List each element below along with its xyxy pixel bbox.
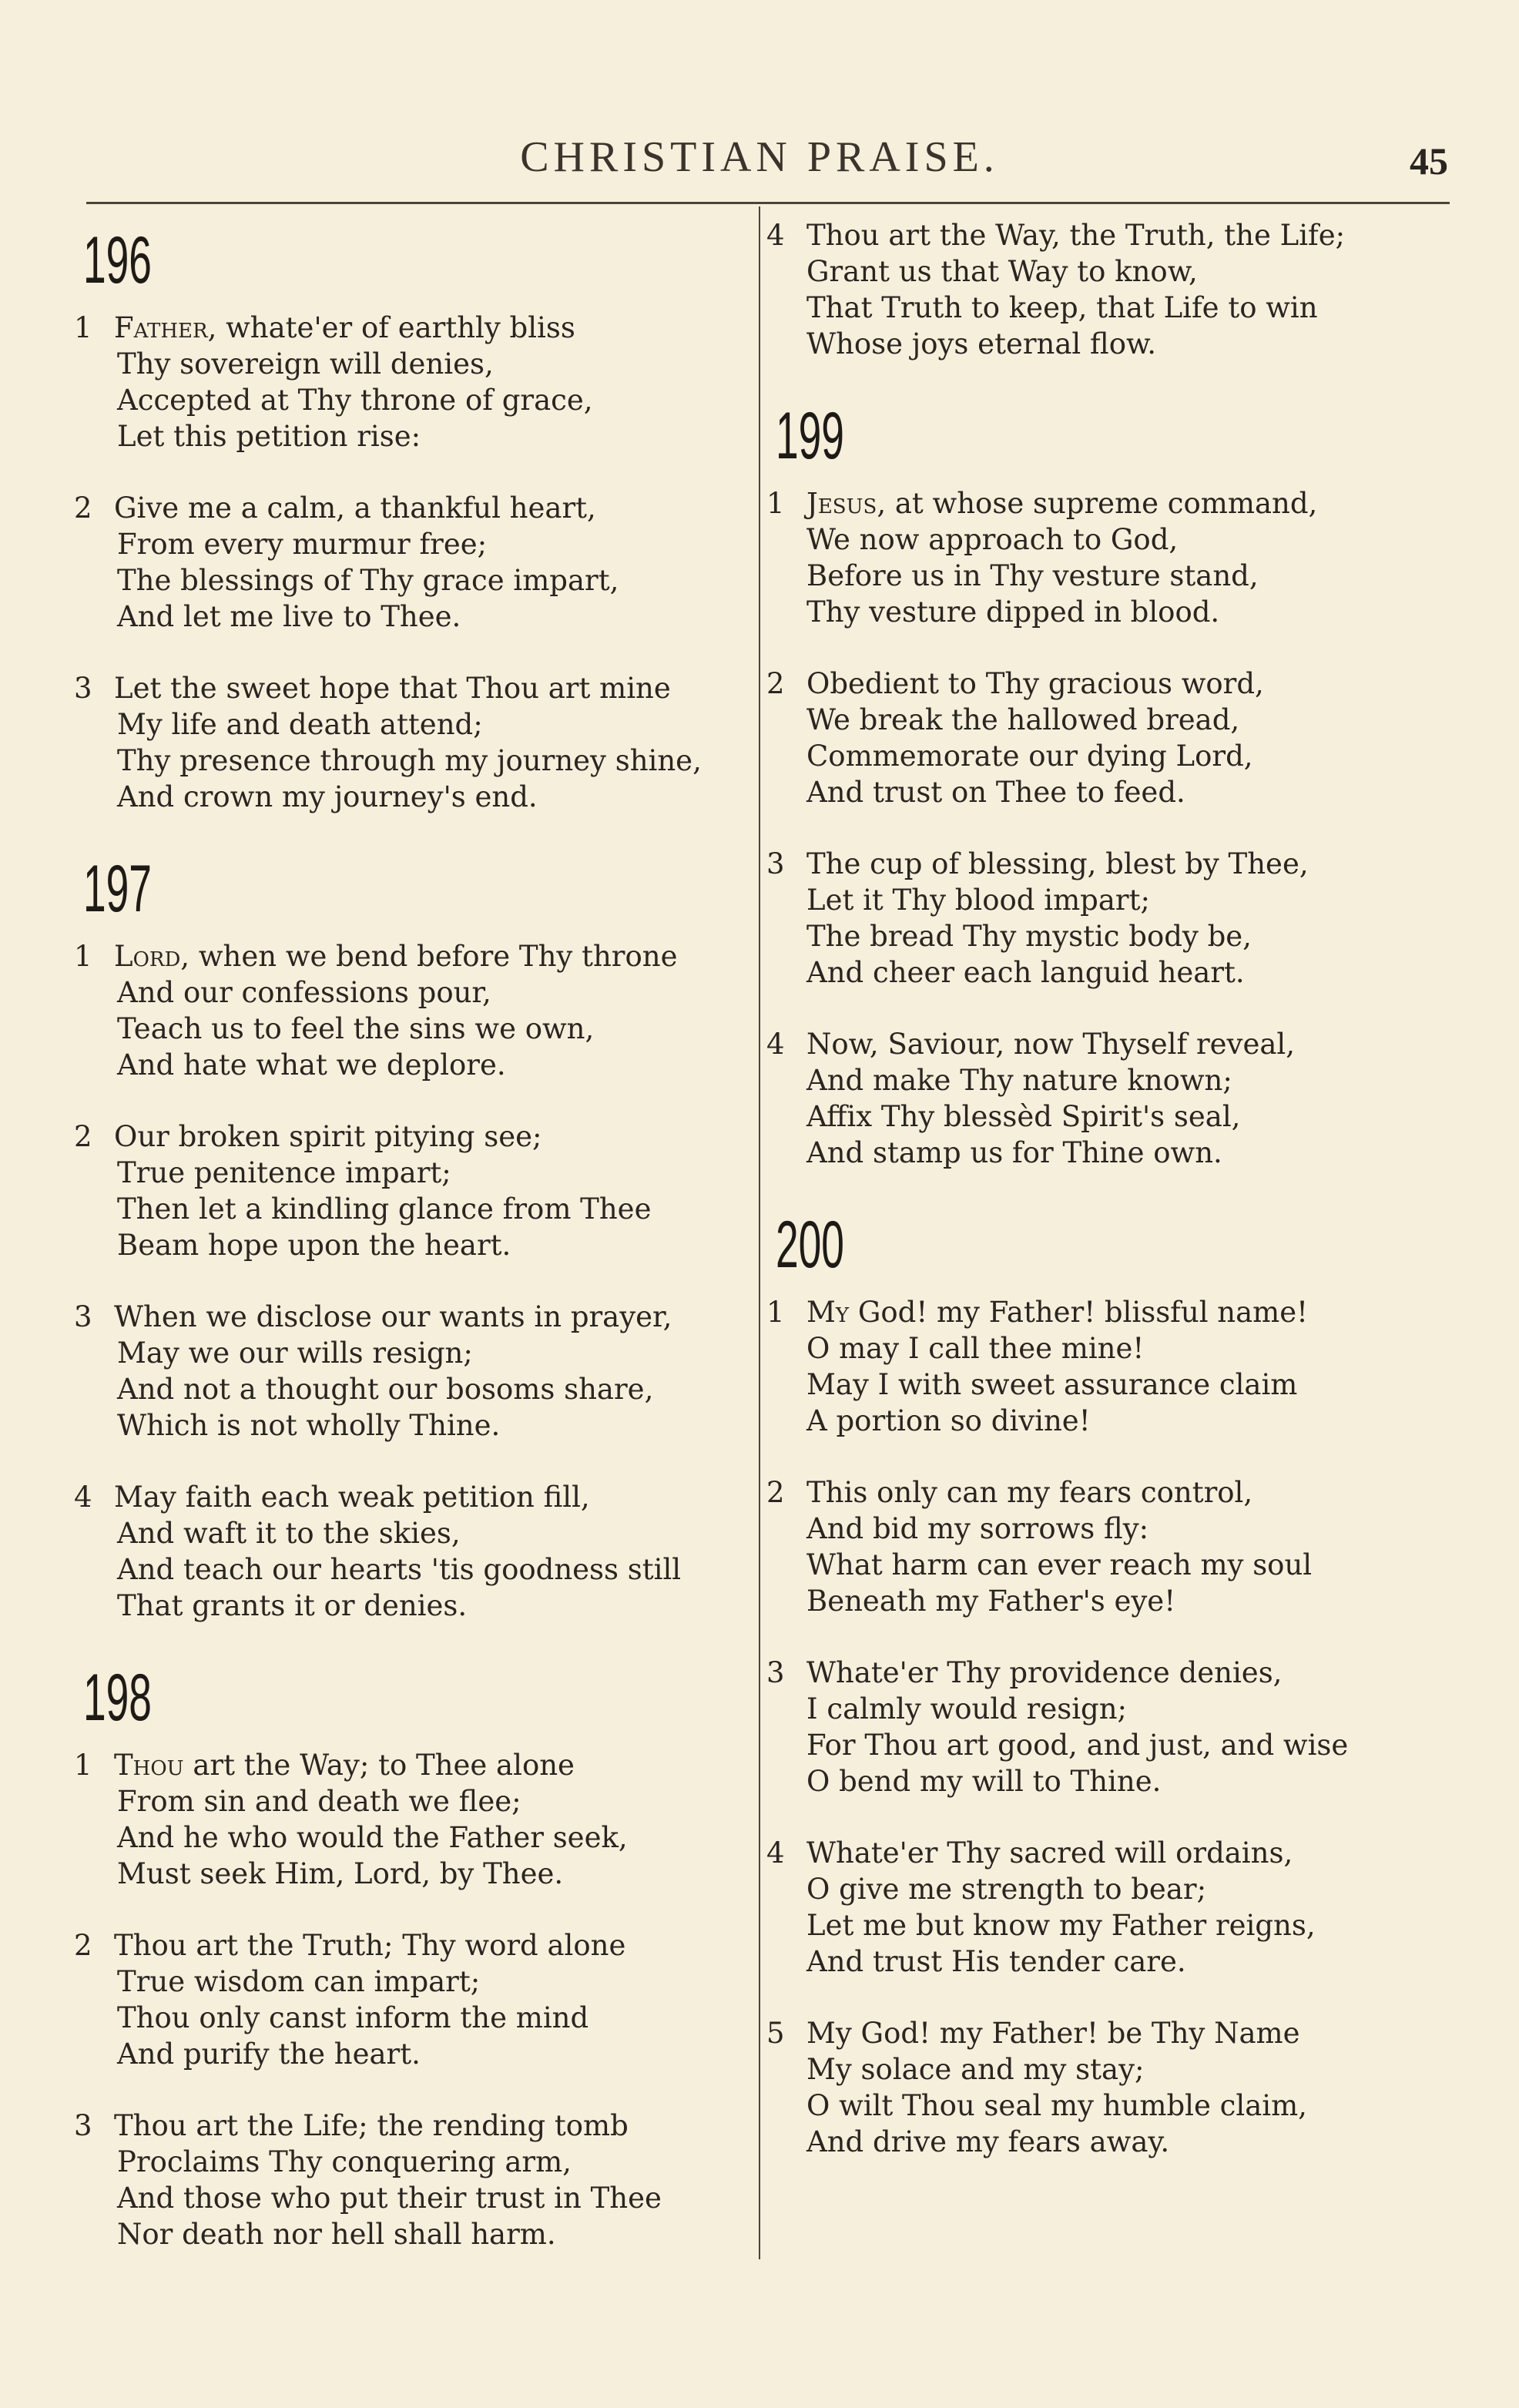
verse-line: May I with sweet assurance claim: [806, 1368, 1298, 1401]
hymn-number: 200: [776, 1208, 844, 1282]
stanza-number: 3: [766, 847, 785, 880]
right-column: [766, 217, 1483, 2195]
verse-line: And make Thy nature known;: [806, 1064, 1232, 1097]
stanza: [766, 666, 1483, 810]
verse-line: O bend my will to Thine.: [806, 1765, 1162, 1798]
verse-line: What harm can ever reach my soul: [806, 1548, 1313, 1581]
hymn-198: [74, 1659, 752, 2252]
verse-line: The cup of blessing, blest by Thee,: [806, 847, 1309, 880]
verse-line: True penitence impart;: [117, 1156, 451, 1189]
verse-line: Commemorate our dying Lord,: [806, 740, 1253, 773]
hymn-number: 199: [776, 399, 844, 473]
hymn-number: 198: [83, 1661, 152, 1735]
first-word: Father,: [114, 311, 217, 344]
stanza: [74, 938, 752, 1083]
stanza-number: 4: [74, 1481, 92, 1514]
verse-line: I calmly would resign;: [806, 1692, 1128, 1726]
stanza-number: 2: [74, 491, 92, 525]
verse-line: Grant us that Way to know,: [806, 255, 1198, 288]
stanza-number: 4: [766, 219, 785, 252]
running-title: CHRISTIAN PRAISE.: [520, 133, 999, 181]
verse-line: And crown my journey's end.: [117, 780, 538, 813]
stanza-number: 3: [74, 1300, 92, 1333]
stanza: [766, 1474, 1483, 1619]
verse-line: Nor death nor hell shall harm.: [117, 2218, 556, 2251]
first-word: Thou: [114, 1749, 184, 1782]
hymn-196: [74, 222, 752, 815]
first-word: Jesus,: [806, 487, 887, 520]
stanza-number: 1: [74, 1749, 92, 1782]
verse-line: Now, Saviour, now Thyself reveal,: [806, 1028, 1296, 1061]
verse-line: Let this petition rise:: [117, 420, 421, 453]
left-column: [74, 217, 752, 2288]
verse-line: O give me strength to bear;: [806, 1873, 1207, 1906]
stanza: [766, 1294, 1483, 1439]
verse-line: And let me live to Thee.: [117, 600, 461, 633]
stanza: [766, 1835, 1483, 1980]
stanza-number: 2: [766, 667, 785, 700]
hymn-199: [766, 397, 1483, 1171]
verse-line: Must seek Him, Lord, by Thee.: [117, 1857, 564, 1890]
stanza-number: 4: [766, 1028, 785, 1061]
verse-line: And teach our hearts 'tis goodness still: [117, 1553, 682, 1586]
verse-line: A portion so divine!: [806, 1404, 1091, 1437]
verse-line: And waft it to the skies,: [117, 1517, 461, 1550]
verse-line: May faith each weak petition fill,: [114, 1481, 590, 1514]
verse-line: Thy vesture dipped in blood.: [806, 595, 1220, 629]
column-divider: [759, 206, 760, 2259]
verse-line: For Thou art good, and just, and wise: [806, 1729, 1349, 1762]
verse-line: And stamp us for Thine own.: [806, 1136, 1222, 1169]
verse-line: Which is not wholly Thine.: [117, 1409, 501, 1442]
verse-line: And he who would the Father seek,: [117, 1821, 628, 1854]
stanza-number: 1: [74, 311, 92, 344]
verse-line: And bid my sorrows fly:: [806, 1512, 1149, 1545]
stanza: [766, 2015, 1483, 2160]
verse-line: Let me but know my Father reigns,: [806, 1909, 1316, 1942]
verse-line: And our confessions pour,: [117, 976, 491, 1009]
stanza: [74, 670, 752, 815]
verse-line: Before us in Thy vesture stand,: [806, 559, 1259, 592]
verse-line: Then let a kindling glance from Thee: [117, 1192, 652, 1226]
stanza-number: 3: [74, 2109, 92, 2142]
verse-line: Thou art the Way, the Truth, the Life;: [806, 219, 1346, 252]
first-word: My: [806, 1296, 850, 1329]
verse-line: That Truth to keep, that Life to win: [806, 291, 1318, 324]
stanza: [74, 1118, 752, 1263]
stanza: [74, 1747, 752, 1892]
verse-line: My life and death attend;: [117, 708, 483, 741]
hymn-number: 196: [83, 223, 152, 297]
first-line-rest: art the Way; to Thee alone: [183, 1749, 575, 1782]
verse-line: And those who put their trust in Thee: [117, 2182, 662, 2215]
verse-line: The bread Thy mystic body be,: [806, 920, 1252, 953]
verse-line: My God! my Father! be Thy Name: [806, 2017, 1300, 2050]
stanza-number: 3: [766, 1656, 785, 1689]
hymn-number: 197: [83, 852, 152, 926]
stanza: [74, 1479, 752, 1624]
verse-line: O may I call thee mine!: [806, 1332, 1145, 1365]
verse-line: From sin and death we flee;: [117, 1785, 521, 1818]
verse-line: Let it Thy blood impart;: [806, 884, 1150, 917]
stanza: [74, 2108, 752, 2252]
verse-line: [114, 938, 752, 974]
first-line-rest: God! my Father! blissful name!: [849, 1296, 1309, 1329]
verse-line: And cheer each languid heart.: [806, 956, 1245, 989]
verse-line: [806, 1294, 1483, 1330]
verse-line: Teach us to feel the sins we own,: [117, 1012, 595, 1045]
verse-line: When we disclose our wants in prayer,: [114, 1300, 672, 1333]
hymn-197: [74, 850, 752, 1624]
verse-line: O wilt Thou seal my humble claim,: [806, 2089, 1307, 2122]
first-word: Lord,: [114, 940, 190, 973]
verse-line: We now approach to God,: [806, 523, 1179, 556]
verse-line: True wisdom can impart;: [117, 1965, 481, 1998]
stanza: [74, 1927, 752, 2072]
stanza: [74, 310, 752, 454]
stanza-number: 2: [766, 1476, 785, 1509]
verse-line: [114, 310, 752, 346]
stanza-number: 1: [766, 1296, 785, 1329]
stanza: [766, 846, 1483, 991]
verse-line: And trust on Thee to feed.: [806, 776, 1185, 809]
verse-line: [114, 1747, 752, 1783]
verse-line: That grants it or denies.: [117, 1589, 468, 1622]
stanza-number: 2: [74, 1929, 92, 1962]
first-line-rest: when we bend before Thy throne: [189, 940, 678, 973]
stanza-number: 3: [74, 672, 92, 705]
page-number: 45: [1410, 139, 1448, 183]
stanza: [74, 490, 752, 635]
verse-line: Accepted at Thy throne of grace,: [117, 384, 593, 417]
verse-line: [806, 485, 1483, 522]
stanza-number: 4: [766, 1836, 785, 1870]
verse-line: This only can my fears control,: [806, 1476, 1253, 1509]
verse-line: Whate'er Thy sacred will ordains,: [806, 1836, 1293, 1870]
verse-line: Beam hope upon the heart.: [117, 1229, 511, 1262]
stanza: [766, 485, 1483, 630]
verse-line: The blessings of Thy grace impart,: [117, 564, 619, 597]
stanza: [74, 1299, 752, 1444]
first-line-rest: at whose supreme command,: [886, 487, 1318, 520]
first-line-rest: whate'er of earthly bliss: [216, 311, 575, 344]
verse-line: Thou art the Life; the rending tomb: [114, 2109, 629, 2142]
verse-line: Give me a calm, a thankful heart,: [114, 491, 596, 525]
stanza-number: 1: [766, 487, 785, 520]
stanza: [766, 217, 1483, 362]
header-rule: [86, 202, 1450, 204]
verse-line: And purify the heart.: [117, 2037, 421, 2071]
verse-line: Obedient to Thy gracious word,: [806, 667, 1264, 700]
verse-line: Beneath my Father's eye!: [806, 1585, 1176, 1618]
stanza-number: 1: [74, 940, 92, 973]
verse-line: Whose joys eternal flow.: [806, 327, 1157, 361]
verse-line: And not a thought our bosoms share,: [117, 1373, 654, 1406]
stanza-number: 2: [74, 1120, 92, 1153]
verse-line: And hate what we deplore.: [117, 1048, 506, 1082]
verse-line: Thou art the Truth; Thy word alone: [114, 1929, 626, 1962]
verse-line: From every murmur free;: [117, 528, 488, 561]
verse-line: Thy presence through my journey shine,: [117, 744, 702, 777]
verse-line: Proclaims Thy conquering arm,: [117, 2145, 572, 2178]
stanza: [766, 1655, 1483, 1799]
verse-line: And trust His tender care.: [806, 1945, 1186, 1978]
verse-line: Affix Thy blessèd Spirit's seal,: [806, 1100, 1241, 1133]
stanza-number: 5: [766, 2017, 785, 2050]
verse-line: Whate'er Thy providence denies,: [806, 1656, 1283, 1689]
verse-line: May we our wills resign;: [117, 1336, 473, 1370]
stanza: [766, 1026, 1483, 1171]
verse-line: We break the hallowed bread,: [806, 703, 1240, 736]
hymn-200: [766, 1206, 1483, 2160]
verse-line: Thou only canst inform the mind: [117, 2001, 589, 2034]
verse-line: Let the sweet hope that Thou art mine: [114, 672, 671, 705]
verse-line: Our broken spirit pitying see;: [114, 1120, 542, 1153]
verse-line: And drive my fears away.: [806, 2125, 1170, 2158]
hymn-198-continued: [766, 217, 1483, 362]
verse-line: Thy sovereign will denies,: [117, 347, 494, 381]
verse-line: My solace and my stay;: [806, 2053, 1145, 2086]
